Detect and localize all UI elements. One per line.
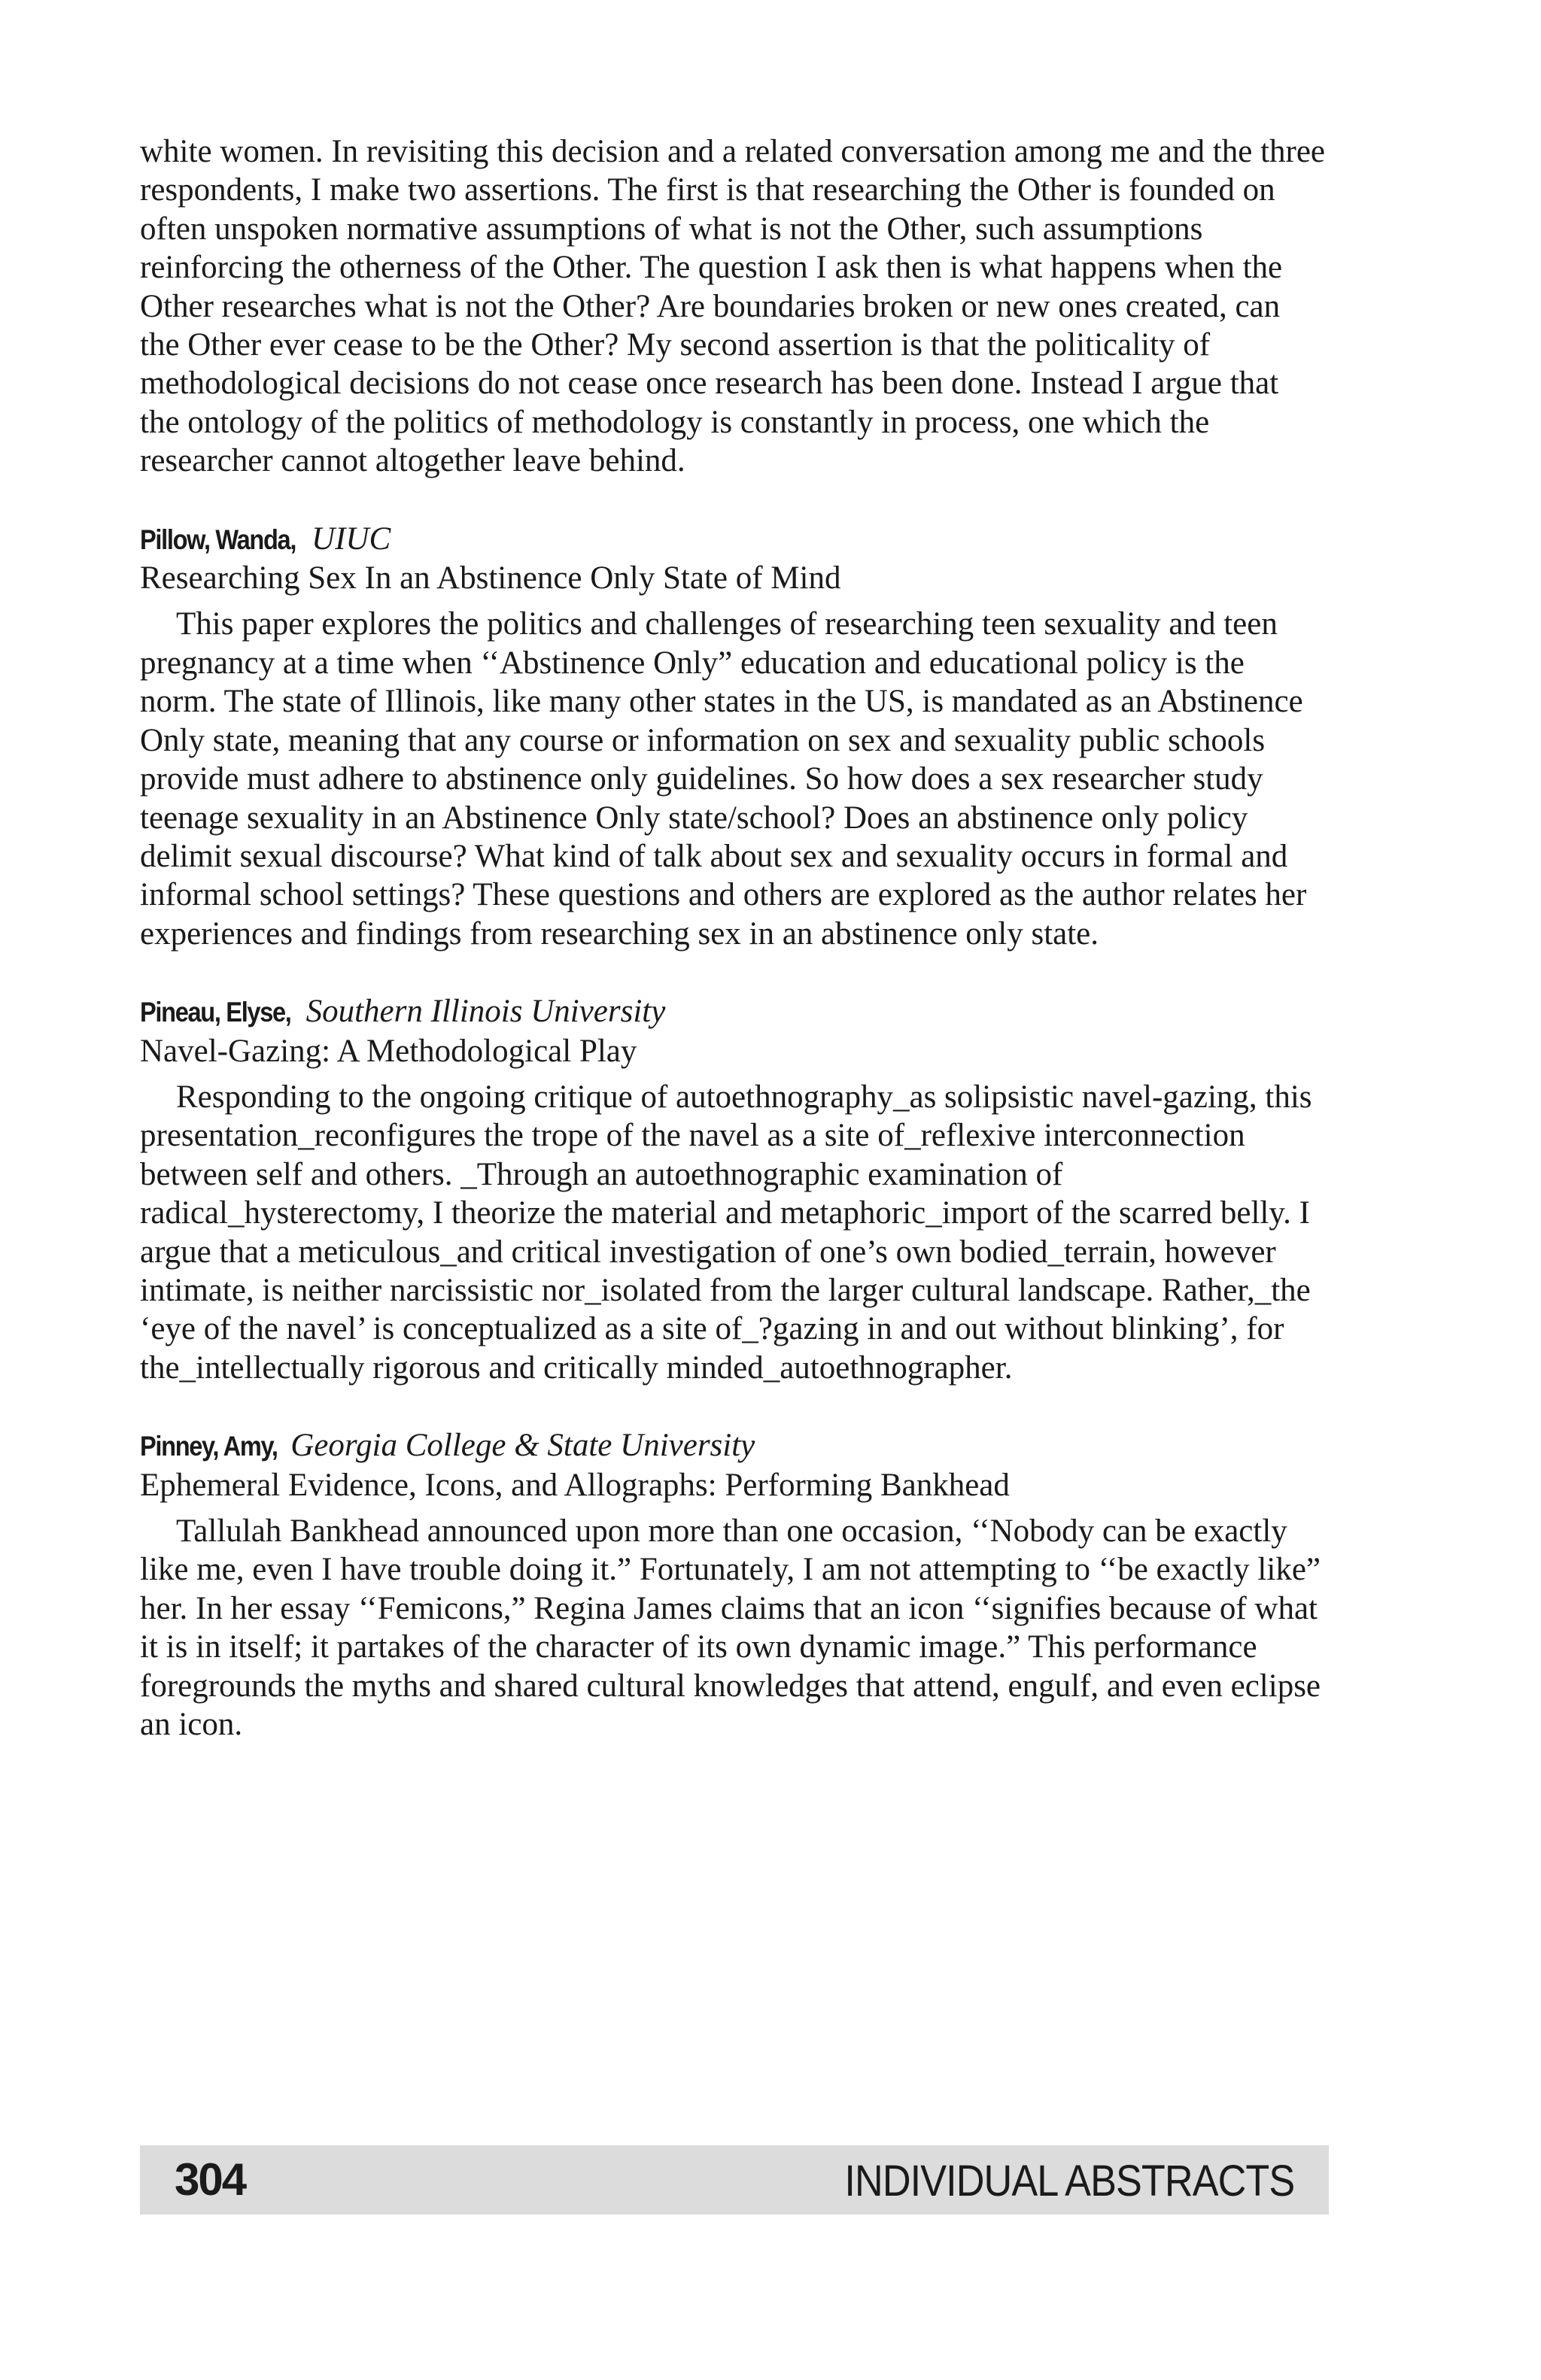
abstract-body: Responding to the ongoing critique of autoethnography_as solipsistic navel-gazing, this presentation_reconfigures the trope of the navel as a site of_reflexive interconnection between self and others. _Through an autoethnographic examination of radical_hysterectomy, I theorize the material and metaphoric_import of the scarred belly. I argue that a meticulous_and critical investigation of one’s own bodied_terrain, however intimate, is neither narcissistic nor_isolated from the larger cultural landscape. Rather,_the ‘eye of the navel’ is conceptualized as a site of_?gazing in and out without blinking’, for the_intellectually rigorous and critically minded_autoethnographer.	[140, 1079, 1312, 1386]
abstract-title: Researching Sex In an Abstinence Only State of Mind	[140, 560, 841, 597]
author-name: Pineau, Elyse,	[140, 997, 291, 1028]
section-title: INDIVIDUAL ABSTRACTS	[844, 2157, 1294, 2205]
affiliation: Southern Illinois University	[305, 994, 666, 1030]
abstract-title: Navel-Gazing: A Methodological Play	[140, 1033, 637, 1069]
page-content	[140, 132, 1326, 1744]
abstract-entry-pillow	[140, 520, 1326, 953]
abstract-entry-pinney	[140, 1426, 1326, 1744]
abstract-heading	[140, 520, 1326, 559]
abstract-body: Tallulah Bankhead announced upon more than one occasion, ‘‘Nobody can be exactly like me, even I have trouble doing it.” Fortunately, I am not attempting to ‘‘be exactly like” her. In her essay ‘‘Femicons,” Regina James claims that an icon ‘‘signifies because of what it is in itself; it partakes of the character of its own dynamic image.” This performance foregrounds the myths and shared cultural knowledges that attend, engulf, and even eclipse an icon.	[140, 1513, 1321, 1743]
affiliation: UIUC	[312, 521, 391, 557]
abstract-entry-pineau	[140, 992, 1326, 1387]
abstract-title: Ephemeral Evidence, Icons, and Allographs: Performing Bankhead	[140, 1467, 1010, 1503]
abstract-heading	[140, 992, 1326, 1031]
affiliation: Georgia College & State University	[290, 1428, 755, 1464]
intro-paragraph: white women. In revisiting this decision and a related conversation among me and the three respondents, I make two assertions. The first is that researching the Other is founded on often unspoken normative assumptions of what is not the Other, such assumptions reinforcing the otherness of the Other. The question I ask then is what happens when the Other researches what is not the Other? Are boundaries broken or new ones created, can the Other ever cease to be the Other? My second assertion is that the politicality of methodological decisions do not cease once research has been done. Instead I argue that the ontology of the politics of methodology is constantly in process, one which the researcher cannot altogether leave behind.	[140, 134, 1326, 479]
abstract-body: This paper explores the politics and challenges of researching teen sexuality and teen pregnancy at a time when ‘‘Abstinence Only” education and educational policy is the norm. The state of Illinois, like many other states in the US, is mandated as an Abstinence Only state, meaning that any course or information on sex and sexuality public schools provide must adhere to abstinence only guidelines. So how does a sex researcher study teenage sexuality in an Abstinence Only state/school? Does an abstinence only policy delimit sexual discourse? What kind of talk about sex and sexuality occurs in formal and informal school settings? These questions and others are explored as the author relates her experiences and findings from researching sex in an abstinence only state.	[140, 606, 1307, 952]
abstract-heading	[140, 1426, 1326, 1465]
page-number: 304	[175, 2154, 246, 2205]
page-footer	[140, 2145, 1329, 2215]
author-name: Pinney, Amy,	[140, 1431, 278, 1462]
author-name: Pillow, Wanda,	[140, 524, 296, 555]
